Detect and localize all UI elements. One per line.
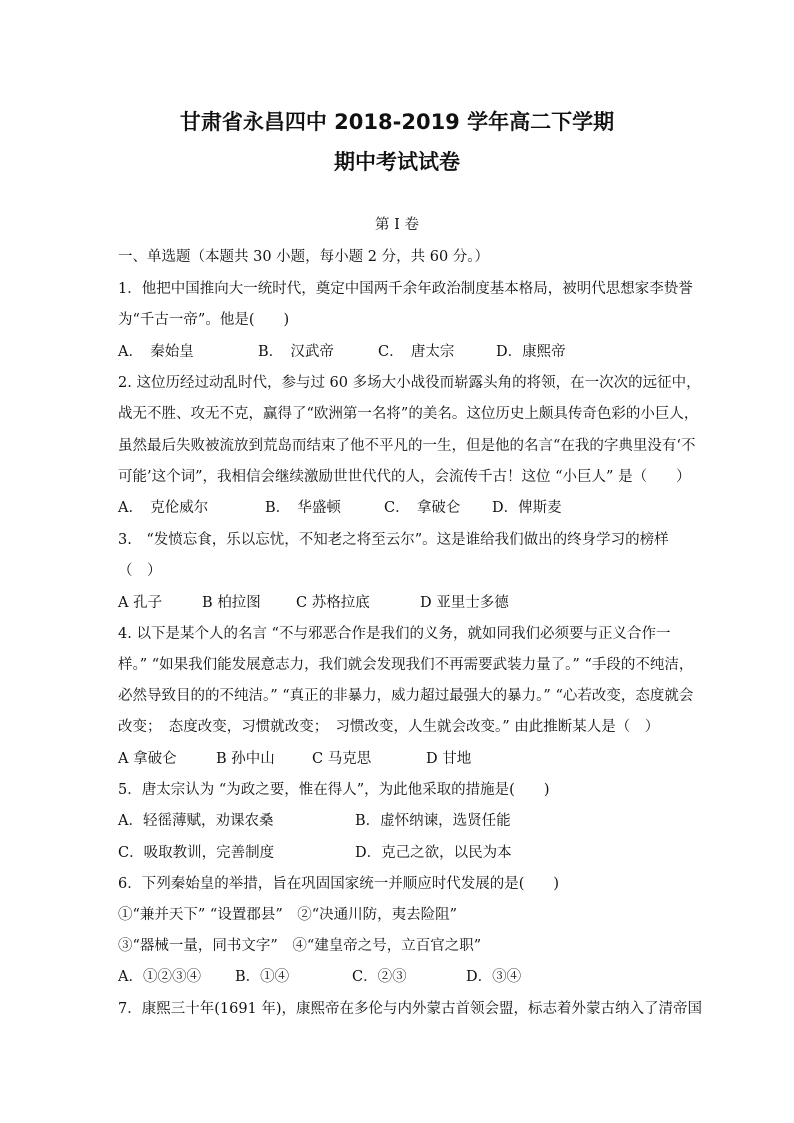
question-3-option-a: A 孔子 bbox=[118, 595, 163, 611]
question-6-text: ①“兼并天下” “设置郡县” ②“决通川防，夷去险阻” bbox=[118, 907, 458, 923]
question-2-text: 可能’这个词”，我相信会继续激励世世代代的人，会流传千古！这位 “小巨人” 是（ ） bbox=[118, 469, 691, 485]
question-4-text: 4. 以下是某个人的名言 “不与邪恶合作是我们的义务，就如同我们必须要与正义合作一 bbox=[118, 626, 671, 642]
question-7-text: 7．康熙三十年(1691 年)，康熙帝在多伦与内外蒙古首领会盟，标志着外蒙古纳入了清帝国 bbox=[118, 1001, 703, 1017]
question-2-text: 2. 这位历经过动乱时代，参与过 60 多场大小战役而崭露头角的将领，在一次次的远征中， bbox=[118, 375, 701, 391]
exam-subtitle: 期中考试试卷 bbox=[334, 150, 460, 174]
question-3-text: 3. “发愤忘食，乐以忘忧，不知老之将至云尔”。这是谁给我们做出的终身学习的榜样 bbox=[118, 532, 669, 548]
question-5-option-b: B．虚怀纳谏，选贤任能 bbox=[355, 813, 511, 829]
question-1-option-d: D．康熙帝 bbox=[496, 344, 566, 360]
question-4-option-d: D 甘地 bbox=[426, 751, 472, 767]
question-4-option-a: A 拿破仑 bbox=[118, 751, 177, 767]
section-heading: 一、单选题（本题共 30 小题，每小题 2 分，共 60 分。） bbox=[118, 249, 490, 265]
question-6-option-d: D．③④ bbox=[466, 969, 522, 985]
volume-label: 第 I 卷 bbox=[375, 217, 419, 233]
exam-title: 甘肃省永昌四中 2018-2019 学年高二下学期 bbox=[179, 110, 615, 134]
question-1-text: 1．他把中国推向大一统时代，奠定中国两千余年政治制度基本格局，被明代思想家李贽誉 bbox=[118, 281, 693, 297]
question-6-option-c: C．②③ bbox=[352, 969, 407, 985]
question-5-option-c: C．吸取教训，完善制度 bbox=[118, 845, 275, 861]
question-5-option-a: A．轻徭薄赋，劝课农桑 bbox=[118, 813, 274, 829]
question-1-option-a: A． 秦始皇 bbox=[118, 344, 194, 360]
question-6-option-a: A．①②③④ bbox=[118, 969, 201, 985]
question-1-option-b: B． 汉武帝 bbox=[258, 344, 334, 360]
question-5-text: 5．唐太宗认为 “为政之要，惟在得人”，为此他采取的措施是( ) bbox=[118, 782, 550, 798]
question-4-option-b: B 孙中山 bbox=[216, 751, 275, 767]
question-6-text: ③“器械一量，同书文字” ④“建皇帝之号，立百官之职” bbox=[118, 938, 482, 954]
question-2-text: 战无不胜、攻无不克，赢得了“欧洲第一名将”的美名。这位历史上颇具传奇色彩的小巨人， bbox=[118, 406, 699, 422]
question-2-text: 虽然最后失败被流放到荒岛而结束了他不平凡的一生，但是他的名言“在我的字典里没有‘不 bbox=[118, 438, 696, 454]
question-2-option-a: A． 克伦威尔 bbox=[118, 500, 209, 516]
question-2-option-c: C． 拿破仑 bbox=[384, 500, 461, 516]
question-1-text: 为“千古一帝”。他是( ) bbox=[118, 312, 290, 328]
question-4-text: 样。” “如果我们能发展意志力，我们就会发现我们不再需要武装力量了。” “手段的不纯洁， bbox=[118, 657, 694, 673]
question-2-option-d: D．俾斯麦 bbox=[492, 500, 562, 516]
question-1-option-c: C． 唐太宗 bbox=[378, 344, 455, 360]
question-4-option-c: C 马克思 bbox=[312, 751, 372, 767]
question-6-option-b: B．①④ bbox=[235, 969, 290, 985]
question-3-text: （ ） bbox=[118, 563, 162, 579]
question-4-text: 必然导致目的的不纯洁。” “真正的非暴力，威力超过最强大的暴力。” “心若改变，态度就会 bbox=[118, 688, 694, 704]
question-2-option-b: B． 华盛顿 bbox=[265, 500, 341, 516]
question-6-text: 6．下列秦始皇的举措，旨在巩固国家统一并顺应时代发展的是( ) bbox=[118, 876, 560, 892]
question-4-text: 改变； 态度改变，习惯就改变； 习惯改变，人生就会改变。” 由此推断某人是（ ） bbox=[118, 719, 660, 735]
question-3-option-d: D 亚里士多德 bbox=[420, 595, 509, 611]
question-3-option-b: B 柏拉图 bbox=[202, 595, 261, 611]
question-5-option-d: D．克己之欲，以民为本 bbox=[355, 845, 512, 861]
question-3-option-c: C 苏格拉底 bbox=[296, 595, 370, 611]
